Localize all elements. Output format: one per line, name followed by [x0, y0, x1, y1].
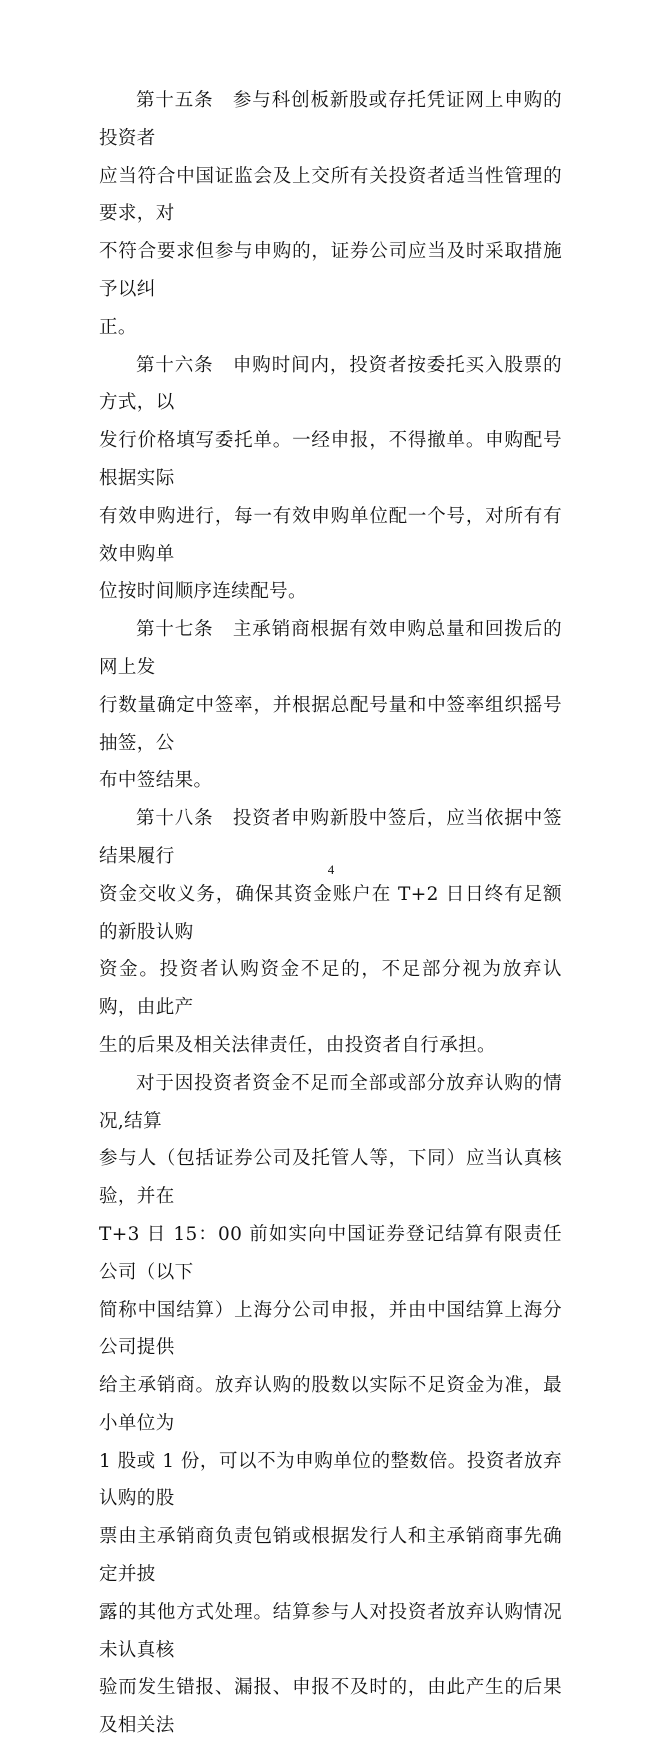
article-15-paragraph	[99, 82, 562, 347]
text-line: 布中签结果。	[99, 770, 213, 792]
text-line: 发行价格填写委托单。一经申报，不得撤单。申购配号根据实际	[99, 430, 562, 489]
text-line: 生的后果及相关法律责任，由投资者自行承担。	[99, 1034, 496, 1056]
text-line: T+3 日 15：00 前如实向中国证券登记结算有限责任公司（以下	[99, 1223, 562, 1283]
text-line: 第十六条 申购时间内，投资者按委托买入股票的方式，以	[99, 354, 562, 414]
text-line: 给主承销商。放弃认购的股数以实际不足资金为准，最小单位为	[99, 1375, 562, 1434]
text-line: 位按时间顺序连续配号。	[99, 581, 307, 603]
document-body	[99, 82, 562, 1745]
text-line: 票由主承销商负责包销或根据发行人和主承销商事先确定并披	[99, 1526, 562, 1586]
text-line: 正。	[99, 316, 137, 338]
text-line: 有效申购进行，每一有效申购单位配一个号，对所有有效申购单	[99, 505, 562, 565]
text-line: 第十五条 参与科创板新股或存托凭证网上申购的投资者	[99, 90, 562, 149]
text-line: 对于因投资者资金不足而全部或部分放弃认购的情况,结算	[99, 1072, 562, 1132]
text-line: 行数量确定中签率，并根据总配号量和中签率组织摇号抽签，公	[99, 694, 562, 754]
text-line: 参与人（包括证券公司及托管人等，下同）应当认真核验，并在	[99, 1148, 562, 1208]
text-line: 第十七条 主承销商根据有效申购总量和回拨后的网上发	[99, 619, 562, 678]
article-16-paragraph	[99, 347, 562, 612]
text-line: 简称中国结算）上海分公司申报，并由中国结算上海分公司提供	[99, 1299, 562, 1359]
article-17-paragraph	[99, 611, 562, 800]
text-line: 验而发生错报、漏报、申报不及时的，由此产生的后果及相关法	[99, 1677, 562, 1737]
text-line: 不符合要求但参与申购的，证券公司应当及时采取措施予以纠	[99, 241, 562, 300]
text-line: 1 股或 1 份，可以不为申购单位的整数倍。投资者放弃认购的股	[99, 1450, 562, 1510]
abandoned-subscription-paragraph	[99, 1065, 562, 1745]
text-line: 露的其他方式处理。结算参与人对投资者放弃认购情况未认真核	[99, 1601, 562, 1661]
text-line: 资金。投资者认购资金不足的，不足部分视为放弃认购，由此产	[99, 959, 562, 1019]
article-18-paragraph	[99, 800, 562, 1065]
text-line: 第十八条 投资者申购新股中签后，应当依据中签结果履行	[99, 808, 562, 867]
page-number: 4	[327, 862, 335, 877]
text-line: 应当符合中国证监会及上交所有关投资者适当性管理的要求，对	[99, 165, 562, 225]
text-line: 资金交收义务，确保其资金账户在 T+2 日日终有足额的新股认购	[99, 883, 562, 943]
